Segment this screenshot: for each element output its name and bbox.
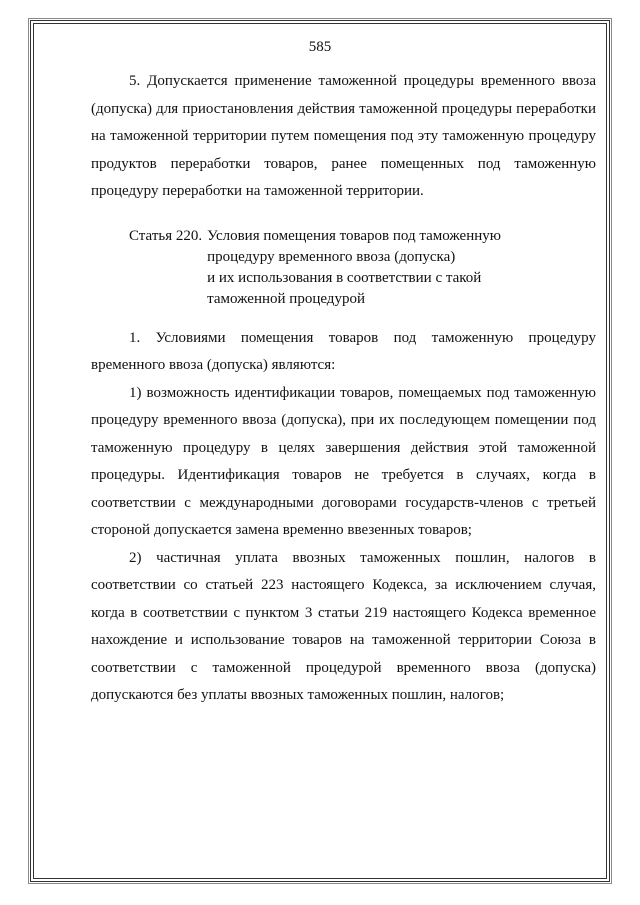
article-number: Статья 220. (129, 227, 203, 244)
paragraph-5: 5. Допускается применение таможенной процедуры временного ввоза (допуска) для приостановления действия таможенной процедуры переработки на таможенной территории путем помещения под эту таможенную процедуру продуктов переработки товаров, ранее помещенных под таможенную процедуру переработки на таможенной территории. (91, 73, 596, 199)
article-heading (129, 226, 596, 310)
article-title (207, 226, 501, 310)
article-title-line: и их использования в соответствии с такой (207, 269, 482, 286)
article-title-line: таможенной процедурой (207, 290, 365, 307)
paragraph-1: 1. Условиями помещения товаров под таможенную процедуру временного ввоза (допуска) являются: (91, 329, 596, 373)
subparagraph-2: 2) частичная уплата ввозных таможенных пошлин, налогов в соответствии со статьей 223 настоящего Кодекса, за исключением случая, когда в соответствии с пунктом 3 статьи 219 настоящего Кодекса временное нахождение и использование товаров на таможенной территории Союза в соответствии с таможенной процедурой временного ввоза (допуска) допускаются без уплаты ввозных таможенных пошлин, налогов; (91, 549, 596, 703)
subparagraph-1: 1) возможность идентификации товаров, помещаемых под таможенную процедуру временного ввоза (допуска), при их последующем помещении под таможенную процедуру в целях завершения действия этой таможенной процедуры. Идентификация товаров не требуется в случаях, когда в соответствии с международными договорами государств-членов с третьей стороной допускается замена временно ввезенных товаров; (91, 384, 596, 538)
article-title-line: процедуру временного ввоза (допуска) (207, 248, 456, 265)
page-number: 585 (308, 39, 332, 55)
article-title-line: Условия помещения товаров под таможенную (207, 227, 501, 244)
document-body (91, 68, 596, 710)
